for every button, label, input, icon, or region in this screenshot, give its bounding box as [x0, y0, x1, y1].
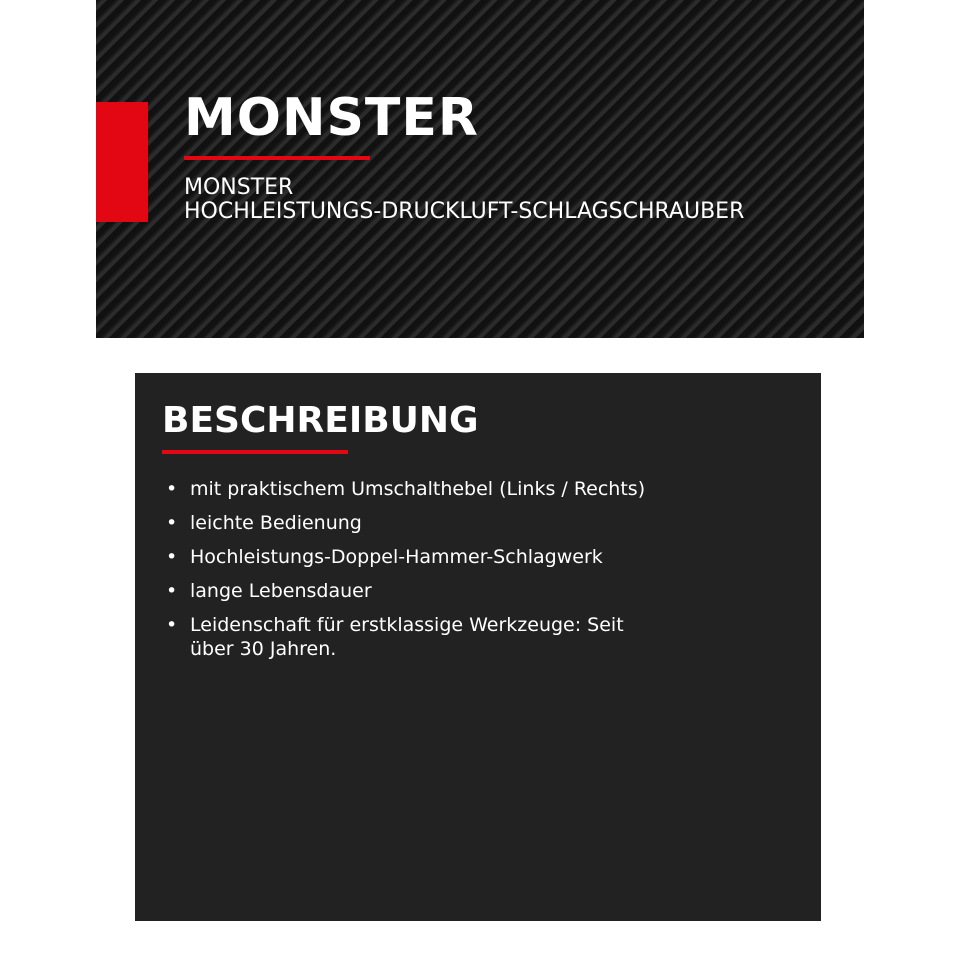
- feature-text: Hochleistungs-Doppel-Hammer-Schlagwerk: [190, 546, 603, 568]
- description-heading: BESCHREIBUNG: [162, 400, 479, 441]
- list-item: [162, 477, 662, 501]
- red-accent-bar: [96, 102, 148, 222]
- list-item: [162, 545, 662, 569]
- list-item: [162, 511, 662, 535]
- header-banner: [96, 0, 864, 338]
- bullet-icon: •: [166, 614, 178, 636]
- list-item: [162, 579, 662, 603]
- brand-title-underline: [184, 156, 370, 160]
- feature-list: [162, 477, 662, 671]
- feature-text: lange Lebensdauer: [190, 580, 372, 602]
- product-subtitle-line2: HOCHLEISTUNGS-DRUCKLUFT-SCHLAGSCHRAUBER: [184, 199, 745, 224]
- bullet-icon: •: [166, 512, 178, 534]
- description-panel: [135, 373, 821, 921]
- description-heading-underline: [162, 450, 348, 454]
- feature-text: mit praktischem Umschalthebel (Links / Rechts): [190, 478, 646, 500]
- product-subtitle: [184, 176, 744, 224]
- feature-text: leichte Bedienung: [190, 512, 362, 534]
- brand-title: MONSTER: [184, 88, 479, 148]
- list-item: [162, 613, 662, 661]
- feature-text: Leidenschaft für erstklassige Werkzeuge: Seit über 30 Jahren.: [190, 614, 624, 660]
- product-subtitle-line1: MONSTER: [184, 175, 294, 200]
- bullet-icon: •: [166, 478, 178, 500]
- bullet-icon: •: [166, 580, 178, 602]
- bullet-icon: •: [166, 546, 178, 568]
